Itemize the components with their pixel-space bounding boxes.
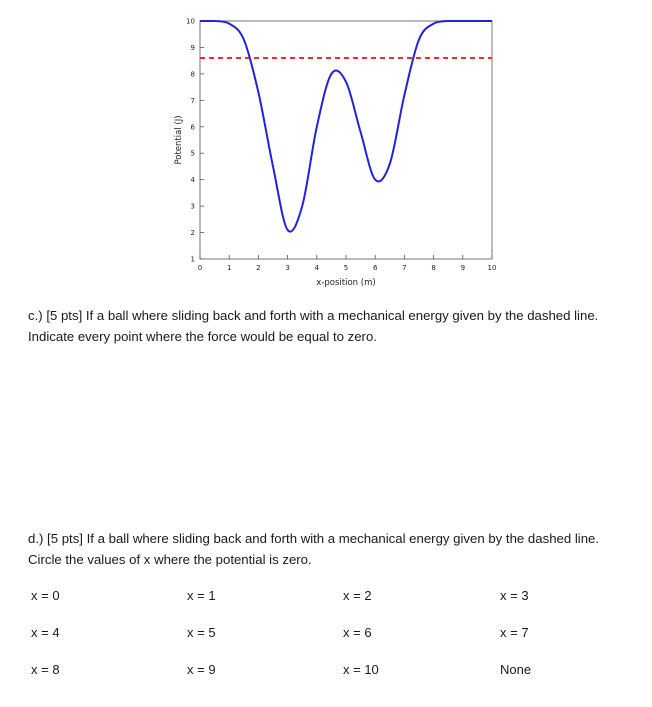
x-tick-label: 7 (402, 264, 407, 272)
potential-energy-plot (0, 0, 652, 300)
x-tick-label: 10 (487, 264, 497, 272)
question-d-line-2: Circle the values of x where the potential is zero. (28, 552, 312, 567)
option-x-4[interactable]: x = 4 (31, 625, 60, 640)
x-axis-ticks (198, 255, 497, 272)
x-tick-label: 2 (256, 264, 261, 272)
x-tick-label: 0 (197, 264, 203, 272)
y-tick-label: 4 (190, 176, 195, 185)
x-tick-label: 5 (343, 264, 349, 272)
x-axis-title: x-position (m) (316, 278, 376, 288)
x-tick-label: 8 (431, 264, 436, 272)
option-x-1[interactable]: x = 1 (187, 588, 216, 603)
option-none[interactable]: None (500, 662, 532, 677)
x-tick-label: 9 (460, 264, 466, 272)
plot-axes-box (200, 21, 492, 259)
question-c (28, 305, 628, 347)
option-x-3[interactable]: x = 3 (500, 588, 529, 603)
y-tick-label: 3 (190, 202, 195, 211)
y-tick-label: 2 (190, 229, 195, 238)
y-tick-label: 6 (190, 123, 195, 132)
question-c-line-1: c.) [5 pts] If a ball where sliding back and forth with a mechanical energy given by the dashed line. (28, 308, 599, 323)
potential-curve (200, 21, 492, 232)
x-tick-label: 4 (314, 264, 320, 272)
option-x-7[interactable]: x = 7 (500, 625, 529, 640)
question-d (28, 528, 628, 570)
option-x-10[interactable]: x = 10 (343, 662, 379, 677)
option-x-9[interactable]: x = 9 (187, 662, 216, 677)
x-tick-label: 1 (226, 264, 232, 272)
y-tick-label: 7 (190, 96, 195, 105)
option-x-5[interactable]: x = 5 (187, 625, 216, 640)
option-x-2[interactable]: x = 2 (343, 588, 372, 603)
y-axis-ticks (186, 18, 204, 264)
y-tick-label: 8 (190, 70, 195, 79)
plot-series (200, 21, 492, 232)
question-c-line-2: Indicate every point where the force would be equal to zero. (28, 329, 377, 344)
x-tick-label: 3 (285, 264, 290, 272)
y-axis-title: Potential (J) (174, 115, 184, 165)
y-tick-label: 9 (190, 43, 195, 52)
question-d-line-1: d.) [5 pts] If a ball where sliding back and forth with a mechanical energy given by the dashed line. (28, 531, 600, 546)
x-tick-label: 6 (372, 264, 378, 272)
option-x-8[interactable]: x = 8 (31, 662, 60, 677)
option-x-6[interactable]: x = 6 (343, 625, 372, 640)
option-x-0[interactable]: x = 0 (31, 588, 60, 603)
y-tick-label: 10 (186, 17, 195, 26)
y-tick-label: 5 (190, 149, 195, 158)
y-tick-label: 1 (190, 255, 195, 264)
